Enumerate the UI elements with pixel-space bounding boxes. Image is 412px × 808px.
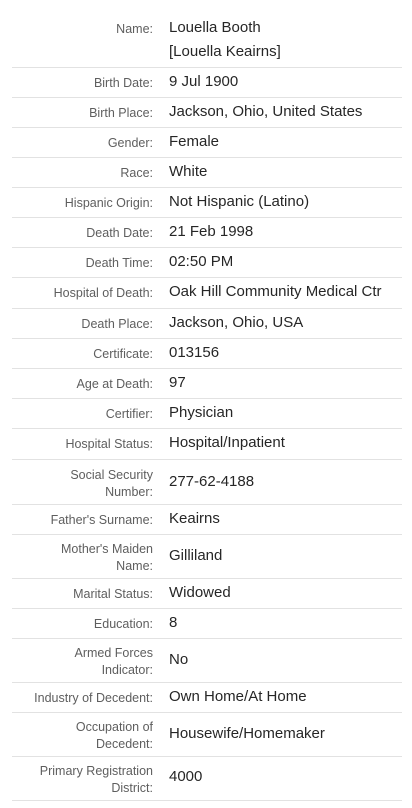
mothers-maiden-value: Gilliland: [169, 547, 223, 564]
occupation-value: Housewife/Homemaker: [169, 725, 325, 742]
death-date-value: 21 Feb 1998: [169, 223, 254, 240]
death-time-value: 02:50 PM: [169, 253, 234, 270]
row-gender: [12, 127, 402, 158]
mothers-maiden-label-line1: Mother's Maiden: [60, 542, 153, 556]
row-industry-of-decedent: [12, 682, 402, 713]
row-age-at-death: [12, 368, 402, 399]
education-label: Education:: [93, 617, 153, 631]
row-certifier: [12, 398, 402, 429]
death-place-label: Death Place:: [81, 317, 153, 331]
armed-forces-label-line2: Indicator:: [101, 663, 153, 677]
marital-status-label: Marital Status:: [73, 587, 153, 601]
name-value: Louella Booth: [169, 19, 261, 36]
industry-label: Industry of Decedent:: [34, 691, 153, 705]
certificate-value: 013156: [169, 344, 220, 361]
primary-registration-label-line1: Primary Registration: [39, 764, 153, 778]
race-value: White: [169, 163, 208, 180]
row-death-place: [12, 308, 402, 339]
marital-status-value: Widowed: [169, 584, 231, 601]
birth-date-value: 9 Jul 1900: [169, 73, 239, 90]
death-time-label: Death Time:: [85, 256, 153, 270]
death-place-value: Jackson, Ohio, USA: [169, 314, 304, 331]
row-hospital-of-death: [12, 277, 402, 309]
fathers-surname-label: Father's Surname:: [50, 513, 153, 527]
mothers-maiden-label-line2: Name:: [116, 559, 153, 573]
birth-place-label: Birth Place:: [89, 106, 153, 120]
race-label: Race:: [120, 166, 153, 180]
fathers-surname-value: Keairns: [169, 510, 220, 527]
name-label: Name:: [116, 22, 153, 36]
occupation-label-line1: Occupation of: [75, 720, 153, 734]
armed-forces-label-line1: Armed Forces: [74, 646, 153, 660]
certifier-label: Certifier:: [105, 407, 153, 421]
row-hispanic-origin: [12, 187, 402, 218]
birth-place-value: Jackson, Ohio, United States: [169, 103, 363, 120]
hospital-of-death-value: Oak Hill Community Medical Ctr: [169, 283, 382, 300]
row-birth-date: [12, 67, 402, 98]
hispanic-origin-label: Hispanic Origin:: [64, 196, 153, 210]
education-value: 8: [169, 614, 178, 631]
death-date-label: Death Date:: [86, 226, 153, 240]
gender-value: Female: [169, 133, 220, 150]
primary-registration-value: 4000: [169, 768, 203, 785]
row-primary-registration-district: [12, 756, 402, 801]
social-security-label-line2: Number:: [105, 485, 153, 499]
age-at-death-label: Age at Death:: [76, 377, 153, 391]
row-fathers-surname: [12, 504, 402, 535]
armed-forces-value: No: [169, 651, 189, 668]
primary-registration-label-line2: District:: [111, 781, 153, 795]
social-security-value: 277-62-4188: [169, 473, 255, 490]
social-security-label-line1: Social Security: [70, 468, 153, 482]
hispanic-origin-value: Not Hispanic (Latino): [169, 193, 310, 210]
hospital-status-label: Hospital Status:: [65, 437, 153, 451]
hospital-of-death-label: Hospital of Death:: [53, 286, 153, 300]
row-social-security-number: [12, 459, 402, 505]
row-birth-place: [12, 97, 402, 128]
certificate-label: Certificate:: [93, 347, 153, 361]
name-alternate-value: [Louella Keairns]: [169, 43, 281, 60]
birth-date-label: Birth Date:: [93, 76, 153, 90]
row-certificate: [12, 338, 402, 369]
age-at-death-value: 97: [169, 374, 186, 391]
row-marital-status: [12, 578, 402, 609]
row-name: [12, 0, 402, 68]
industry-value: Own Home/At Home: [169, 688, 307, 705]
row-race: [12, 157, 402, 188]
row-education: [12, 608, 402, 639]
hospital-status-value: Hospital/Inpatient: [169, 434, 285, 451]
row-occupation-of-decedent: [12, 712, 402, 757]
row-hospital-status: [12, 428, 402, 460]
gender-label: Gender:: [107, 136, 153, 150]
row-death-time: [12, 247, 402, 278]
row-armed-forces-indicator: [12, 638, 402, 683]
row-death-date: [12, 217, 402, 248]
row-mothers-maiden-name: [12, 534, 402, 579]
certifier-value: Physician: [169, 404, 234, 421]
occupation-label-line2: Decedent:: [96, 737, 153, 751]
